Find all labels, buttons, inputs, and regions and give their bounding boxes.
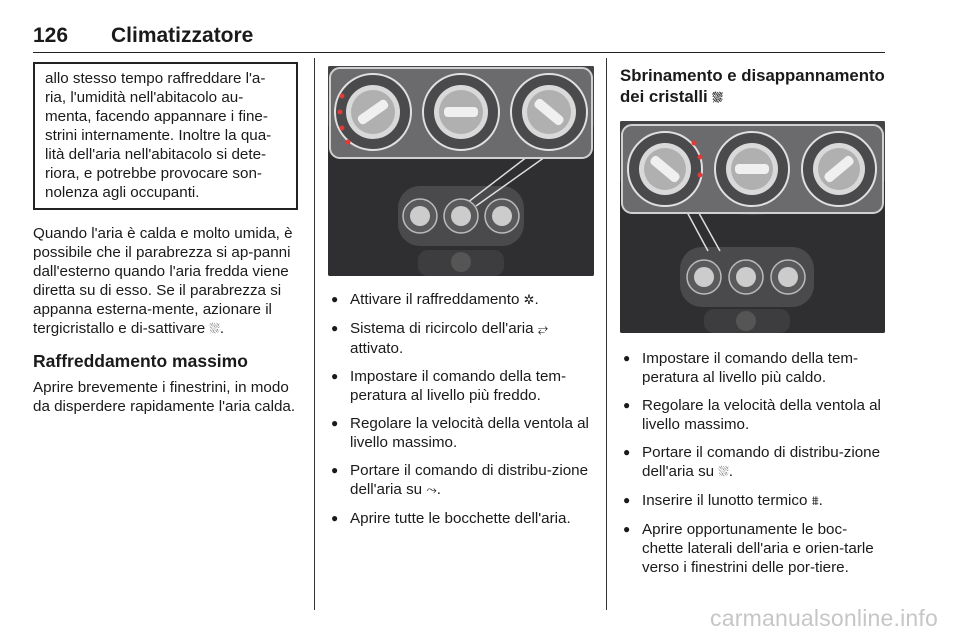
section-heading [620, 65, 886, 109]
column-1 [33, 62, 298, 416]
page-header [33, 22, 885, 53]
column-2 [328, 66, 594, 537]
list-item: ● Regolare la velocità della ventola al livello massimo. [620, 396, 886, 434]
paragraph: Aprire brevemente i finestrini, in modo da disperdere rapidamente l'aria calda. [33, 379, 296, 415]
list-item-text: Inserire il lunotto termico [642, 492, 808, 509]
list-item-text: attivato. [350, 340, 404, 357]
instruction-list [620, 349, 886, 577]
section-heading-text: Sbrinamento e disappannamento dei cristalli [620, 66, 885, 106]
paragraph-text: Quando l'aria è calda e molto umida, è possibile che il parabrezza si ap-panni dall'esterno quando l'aria fredda viene diretta su di esso. Se il parabrezza si appanna esterna-mente, azionare il tergicristallo e di-sattivare [33, 225, 293, 337]
instruction-list [328, 290, 594, 528]
column-3 [620, 62, 886, 586]
windscreen-demist-icon: ⛆ [712, 91, 723, 106]
column-divider [314, 58, 315, 610]
list-item: ● Portare il comando di distribu-zione dell'aria su ⤳. [328, 461, 594, 500]
list-item: ● Aprire opportunamente le boc-chette laterali dell'aria e orien-tarle verso i finestrini delle por-tiere. [620, 520, 886, 577]
feet-demist-icon: ⤳ [426, 483, 437, 498]
list-item: ● Inserire il lunotto termico ⩩. [620, 491, 886, 511]
rear-window-heat-icon: ⩩ [811, 494, 819, 509]
paragraph: Quando l'aria è calda e molto umida, è possibile che il parabrezza si ap-panni dall'esterno quando l'aria fredda viene diretta su di esso. Se il parabrezza si appanna esterna-mente, azionare il tergicristallo e di-sattivare ⛆. [33, 225, 293, 337]
list-item: ● Aprire tutte le bocchette dell'aria. [328, 509, 594, 528]
snowflake-icon: ✲ [523, 293, 535, 308]
windscreen-demist-icon: ⛆ [209, 322, 220, 337]
note-box [33, 62, 298, 210]
climate-panel-drawing [328, 66, 594, 276]
climate-panel-drawing [620, 121, 885, 333]
list-item-text: Portare il comando di distribu-zione dell'aria su [642, 444, 881, 480]
list-item: ● Impostare il comando della tem-peratura al livello più freddo. [328, 367, 594, 405]
list-item: ● Portare il comando di distribu-zione dell'aria su ⛆. [620, 443, 886, 482]
list-item: ● Attivare il raffreddamento ✲. [328, 290, 594, 310]
page-number: 126 [33, 24, 69, 47]
climate-control-illustration [620, 121, 885, 333]
page-title: Climatizzatore [111, 24, 254, 47]
list-item-text: Sistema di ricircolo dell'aria [350, 320, 534, 337]
note-text: allo stesso tempo raffreddare l'a-ria, l'umidità nell'abitacolo au-menta, facendo appannare i fine-strini internamente. Inoltre la qua-lità dell'aria nell'abitacolo si dete-riora, e potrebbe provocare son-nolenza agli occupanti. [45, 70, 272, 201]
windscreen-demist-icon: ⛆ [718, 465, 729, 480]
section-heading: Raffreddamento massimo [33, 351, 248, 371]
list-item: ● Impostare il comando della tem-peratura al livello più caldo. [620, 349, 886, 387]
climate-control-illustration [328, 66, 594, 276]
list-item [328, 319, 594, 358]
watermark: carmanualsonline.info [710, 605, 938, 631]
list-item-text: Portare il comando di distribu-zione dell'aria su [350, 462, 589, 498]
list-item-text: Attivare il raffreddamento [350, 291, 520, 308]
list-item: ● Regolare la velocità della ventola al livello massimo. [328, 414, 594, 452]
column-divider [606, 58, 607, 610]
recirculation-icon: ⥂ [537, 322, 549, 337]
